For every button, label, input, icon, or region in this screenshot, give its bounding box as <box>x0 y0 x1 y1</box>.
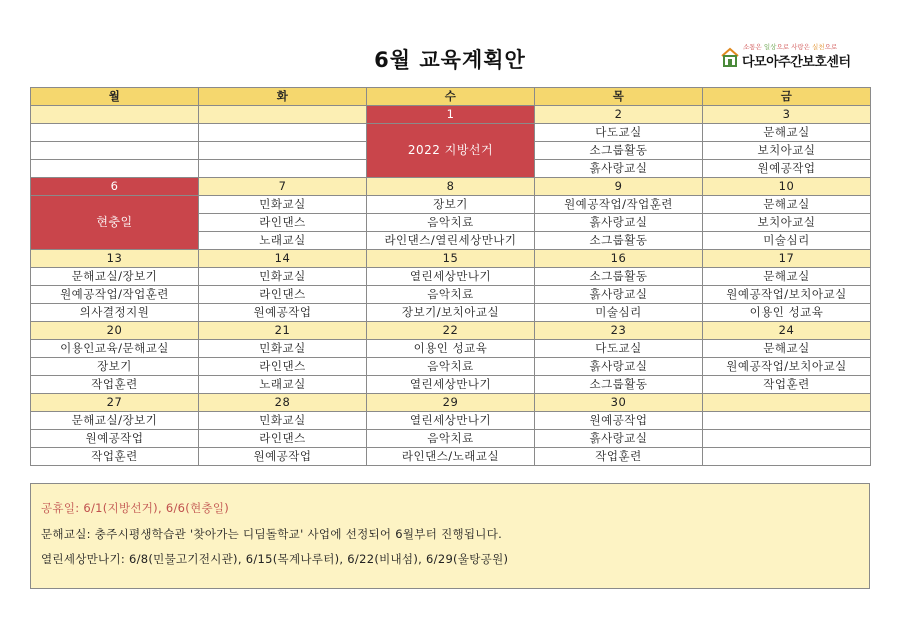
date-cell: 13 <box>31 250 199 268</box>
page-title: 6월 교육계획안 <box>374 48 526 72</box>
date-cell: 16 <box>535 250 703 268</box>
activity-cell: 장보기 <box>367 196 535 214</box>
activity-cell: 이용인 성교육 <box>367 340 535 358</box>
activity-cell: 열린세상만나기 <box>367 412 535 430</box>
activity-cell: 다도교실 <box>535 340 703 358</box>
date-row <box>31 322 871 340</box>
activity-cell: 문해교실/장보기 <box>31 268 199 286</box>
activity-cell: 흙사랑교실 <box>535 430 703 448</box>
activity-cell: 라인댄스 <box>199 214 367 232</box>
activity-cell: 문해교실 <box>703 124 871 142</box>
activity-cell: 소그룹활동 <box>535 268 703 286</box>
weekday-header-row <box>31 88 871 106</box>
activity-row <box>31 268 871 286</box>
activity-cell: 문해교실 <box>703 268 871 286</box>
date-cell <box>31 106 199 124</box>
activity-cell: 열린세상만나기 <box>367 268 535 286</box>
activity-cell: 보치아교실 <box>703 142 871 160</box>
activity-cell: 민화교실 <box>199 196 367 214</box>
activity-cell: 음악치료 <box>367 358 535 376</box>
activity-cell: 라인댄스/노래교실 <box>367 448 535 466</box>
date-cell: 10 <box>703 178 871 196</box>
activity-row <box>31 448 871 466</box>
activity-cell: 이용인교육/문해교실 <box>31 340 199 358</box>
activity-cell: 원예공작업 <box>199 448 367 466</box>
logo-name: 다모아주간보호센터 <box>742 55 851 70</box>
activity-cell: 원예공작업/작업훈련 <box>535 196 703 214</box>
date-cell: 29 <box>367 394 535 412</box>
activity-cell <box>199 142 367 160</box>
activity-cell: 소그룹활동 <box>535 376 703 394</box>
activity-cell: 흙사랑교실 <box>535 214 703 232</box>
holiday-election: 2022 지방선거 <box>367 124 535 178</box>
activity-cell: 문해교실 <box>703 196 871 214</box>
activity-cell: 원예공작업/보치아교실 <box>703 286 871 304</box>
activity-row <box>31 196 871 214</box>
activity-cell: 미술심리 <box>535 304 703 322</box>
date-cell: 3 <box>703 106 871 124</box>
date-cell: 20 <box>31 322 199 340</box>
activity-row <box>31 430 871 448</box>
date-row <box>31 178 871 196</box>
activity-cell: 흙사랑교실 <box>535 160 703 178</box>
activity-cell: 의사결정지원 <box>31 304 199 322</box>
date-cell-holiday: 1 <box>367 106 535 124</box>
activity-cell <box>703 430 871 448</box>
activity-row <box>31 358 871 376</box>
activity-cell: 흙사랑교실 <box>535 286 703 304</box>
date-cell: 7 <box>199 178 367 196</box>
activity-cell: 음악치료 <box>367 430 535 448</box>
header-fri: 금 <box>703 88 871 106</box>
holiday-memorial: 현충일 <box>31 196 199 250</box>
activity-cell: 음악치료 <box>367 286 535 304</box>
activity-cell: 원예공작업 <box>199 304 367 322</box>
activity-cell: 라인댄스 <box>199 286 367 304</box>
logo-slogan: 소통은 일상으로 사랑은 실천으로 <box>743 43 838 51</box>
holiday-note: 공휴일: 6/1(지방선거), 6/6(현충일) <box>41 501 230 515</box>
date-cell: 27 <box>31 394 199 412</box>
date-cell: 21 <box>199 322 367 340</box>
activity-cell: 장보기 <box>31 358 199 376</box>
header-tue: 화 <box>199 88 367 106</box>
date-row <box>31 250 871 268</box>
activity-cell <box>31 124 199 142</box>
header-thu: 목 <box>535 88 703 106</box>
date-cell: 14 <box>199 250 367 268</box>
activity-cell: 민화교실 <box>199 268 367 286</box>
activity-cell <box>703 448 871 466</box>
date-cell: 23 <box>535 322 703 340</box>
activity-cell: 민화교실 <box>199 340 367 358</box>
activity-cell: 원예공작업 <box>31 430 199 448</box>
date-cell: 15 <box>367 250 535 268</box>
activity-cell <box>199 124 367 142</box>
schedule-table <box>30 87 871 466</box>
date-cell: 28 <box>199 394 367 412</box>
activity-cell: 이용인 성교육 <box>703 304 871 322</box>
outing-note: 열린세상만나기: 6/8(민물고기전시관), 6/15(목계나루터), 6/22(비내섬), 6/29(울탕공원) <box>41 552 509 566</box>
activity-cell: 다도교실 <box>535 124 703 142</box>
activity-cell: 라인댄스 <box>199 358 367 376</box>
literacy-note: 문해교실: 충주시평생학습관 '찾아가는 디딤돌학교' 사업에 선정되어 6월부터 진행됩니다. <box>41 527 503 541</box>
activity-row <box>31 376 871 394</box>
header-wed: 수 <box>367 88 535 106</box>
activity-cell: 노래교실 <box>199 232 367 250</box>
date-cell: 2 <box>535 106 703 124</box>
date-cell: 30 <box>535 394 703 412</box>
activity-cell: 라인댄스 <box>199 430 367 448</box>
activity-row <box>31 340 871 358</box>
date-cell: 22 <box>367 322 535 340</box>
activity-cell: 장보기/보치아교실 <box>367 304 535 322</box>
date-cell: 17 <box>703 250 871 268</box>
activity-cell <box>31 142 199 160</box>
activity-cell: 라인댄스/열린세상만나기 <box>367 232 535 250</box>
date-cell: 9 <box>535 178 703 196</box>
activity-cell: 원예공작업 <box>703 160 871 178</box>
activity-cell: 소그룹활동 <box>535 142 703 160</box>
activity-cell: 미술심리 <box>703 232 871 250</box>
activity-row <box>31 286 871 304</box>
date-cell: 8 <box>367 178 535 196</box>
date-row <box>31 106 871 124</box>
date-cell-holiday: 6 <box>31 178 199 196</box>
activity-cell: 원예공작업 <box>535 412 703 430</box>
activity-cell: 원예공작업/보치아교실 <box>703 358 871 376</box>
activity-cell: 문해교실 <box>703 340 871 358</box>
activity-cell: 흙사랑교실 <box>535 358 703 376</box>
logo <box>721 41 871 73</box>
activity-cell: 원예공작업/작업훈련 <box>31 286 199 304</box>
activity-row <box>31 124 871 142</box>
activity-cell: 민화교실 <box>199 412 367 430</box>
activity-cell: 보치아교실 <box>703 214 871 232</box>
activity-cell: 작업훈련 <box>31 376 199 394</box>
activity-cell <box>31 160 199 178</box>
date-row <box>31 394 871 412</box>
activity-row <box>31 304 871 322</box>
date-cell: 24 <box>703 322 871 340</box>
activity-cell: 작업훈련 <box>31 448 199 466</box>
date-cell <box>703 394 871 412</box>
activity-cell: 문해교실/장보기 <box>31 412 199 430</box>
header-mon: 월 <box>31 88 199 106</box>
activity-cell: 음악치료 <box>367 214 535 232</box>
activity-cell <box>199 160 367 178</box>
activity-cell: 소그룹활동 <box>535 232 703 250</box>
activity-cell: 열린세상만나기 <box>367 376 535 394</box>
notes-box <box>30 483 870 589</box>
activity-cell: 작업훈련 <box>535 448 703 466</box>
activity-cell: 노래교실 <box>199 376 367 394</box>
activity-cell: 작업훈련 <box>703 376 871 394</box>
date-cell <box>199 106 367 124</box>
house-logo-icon <box>721 47 739 67</box>
activity-cell <box>703 412 871 430</box>
activity-row <box>31 412 871 430</box>
